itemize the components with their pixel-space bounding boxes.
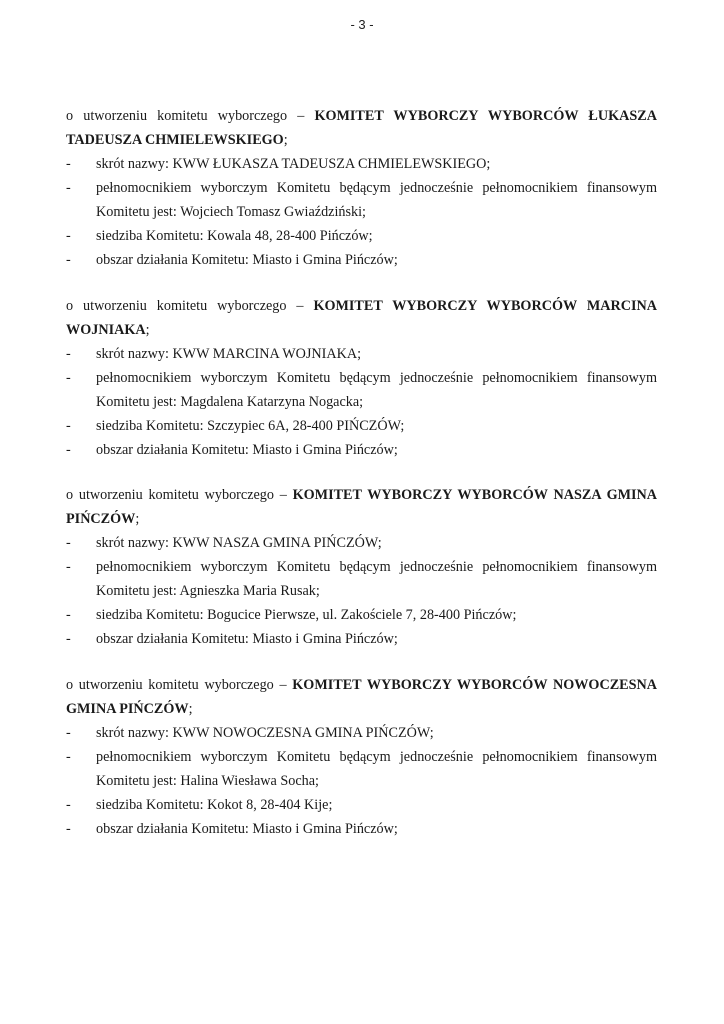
bullet-dash: -	[66, 797, 71, 813]
proxy-line1: pełnomocnikiem wyborczym Komitetu będącym jednocześnie pełnomocnikiem finansowym	[96, 749, 657, 765]
seat: siedziba Komitetu: Kokot 8, 28-404 Kije;	[96, 797, 333, 813]
terminator: ;	[145, 322, 150, 338]
terminator: ;	[188, 701, 193, 717]
committee-section	[66, 673, 657, 841]
committee-name: KOMITET WYBORCZY WYBORCÓW MARCINA	[313, 298, 657, 314]
bullet-dash: -	[66, 725, 71, 741]
short-name: skrót nazwy: KWW MARCINA WOJNIAKA;	[96, 346, 362, 362]
bullet-dash: -	[66, 631, 71, 647]
bullet-dash: -	[66, 535, 71, 551]
proxy-item	[66, 555, 657, 603]
seat-item	[66, 793, 657, 817]
proxy-line2: Komitetu jest: Wojciech Tomasz Gwiaździński;	[96, 204, 366, 220]
committee-name: KOMITET WYBORCZY WYBORCÓW ŁUKASZA	[314, 108, 658, 124]
bullet-dash: -	[66, 346, 71, 362]
bullet-dash: -	[66, 156, 71, 172]
bullet-dash: -	[66, 749, 71, 765]
proxy-line2: Komitetu jest: Halina Wiesława Socha;	[96, 773, 319, 789]
proxy-item	[66, 366, 657, 414]
bullet-dash: -	[66, 559, 71, 575]
intro-prefix: o utworzeniu komitetu wyborczego –	[66, 677, 287, 693]
area: obszar działania Komitetu: Miasto i Gmina Pińczów;	[96, 821, 398, 837]
committee-intro-continuation	[66, 507, 657, 531]
short-name-item	[66, 531, 657, 555]
area-item	[66, 627, 657, 651]
committee-intro-line	[66, 483, 657, 507]
page-number: - 3 -	[350, 17, 374, 32]
short-name: skrót nazwy: KWW ŁUKASZA TADEUSZA CHMIELEWSKIEGO;	[96, 156, 491, 172]
proxy-line2: Komitetu jest: Agnieszka Maria Rusak;	[96, 583, 320, 599]
area-item	[66, 248, 657, 272]
committee-intro-line	[66, 104, 657, 128]
area-item	[66, 438, 657, 462]
area: obszar działania Komitetu: Miasto i Gmina Pińczów;	[96, 631, 398, 647]
seat-item	[66, 414, 657, 438]
bullet-dash: -	[66, 442, 71, 458]
proxy-line1: pełnomocnikiem wyborczym Komitetu będącym jednocześnie pełnomocnikiem finansowym	[96, 370, 657, 386]
area: obszar działania Komitetu: Miasto i Gmina Pińczów;	[96, 442, 398, 458]
proxy-item	[66, 176, 657, 224]
committee-intro-continuation	[66, 318, 657, 342]
bullet-dash: -	[66, 228, 71, 244]
committee-section	[66, 104, 657, 272]
area-item	[66, 817, 657, 841]
bullet-dash: -	[66, 607, 71, 623]
committee-intro-continuation	[66, 697, 657, 721]
area: obszar działania Komitetu: Miasto i Gmina Pińczów;	[96, 252, 398, 268]
committee-intro-line	[66, 673, 657, 697]
bullet-dash: -	[66, 252, 71, 268]
seat-item	[66, 224, 657, 248]
short-name: skrót nazwy: KWW NOWOCZESNA GMINA PIŃCZÓW;	[96, 725, 434, 741]
seat: siedziba Komitetu: Bogucice Pierwsze, ul. Zakościele 7, 28-400 Pińczów;	[96, 607, 517, 623]
bullet-dash: -	[66, 821, 71, 837]
intro-prefix: o utworzeniu komitetu wyborczego –	[66, 298, 304, 314]
committee-intro-line	[66, 294, 657, 318]
committee-name-cont: WOJNIAKA	[66, 322, 146, 338]
bullet-dash: -	[66, 180, 71, 196]
seat: siedziba Komitetu: Kowala 48, 28-400 Pińczów;	[96, 228, 373, 244]
short-name-item	[66, 152, 657, 176]
proxy-line1: pełnomocnikiem wyborczym Komitetu będącym jednocześnie pełnomocnikiem finansowym	[96, 559, 657, 575]
committee-name-cont: PIŃCZÓW	[66, 511, 136, 527]
committee-section	[66, 294, 657, 462]
terminator: ;	[283, 132, 288, 148]
proxy-item	[66, 745, 657, 793]
short-name: skrót nazwy: KWW NASZA GMINA PIŃCZÓW;	[96, 535, 382, 551]
proxy-line2: Komitetu jest: Magdalena Katarzyna Nogacka;	[96, 394, 364, 410]
committee-name-cont: TADEUSZA CHMIELEWSKIEGO	[66, 132, 284, 148]
committee-name-cont: GMINA PIŃCZÓW	[66, 701, 189, 717]
proxy-line1: pełnomocnikiem wyborczym Komitetu będącym jednocześnie pełnomocnikiem finansowym	[96, 180, 657, 196]
seat-item	[66, 603, 657, 627]
seat: siedziba Komitetu: Szczypiec 6A, 28-400 PIŃCZÓW;	[96, 418, 405, 434]
intro-prefix: o utworzeniu komitetu wyborczego –	[66, 487, 287, 503]
committee-intro-continuation	[66, 128, 657, 152]
bullet-dash: -	[66, 370, 71, 386]
bullet-dash: -	[66, 418, 71, 434]
committee-name: KOMITET WYBORCZY WYBORCÓW NASZA GMINA	[292, 487, 658, 503]
terminator: ;	[135, 511, 140, 527]
short-name-item	[66, 721, 657, 745]
committee-section	[66, 483, 657, 651]
committee-name: KOMITET WYBORCZY WYBORCÓW NOWOCZESNA	[292, 677, 658, 693]
short-name-item	[66, 342, 657, 366]
intro-prefix: o utworzeniu komitetu wyborczego –	[66, 108, 305, 124]
